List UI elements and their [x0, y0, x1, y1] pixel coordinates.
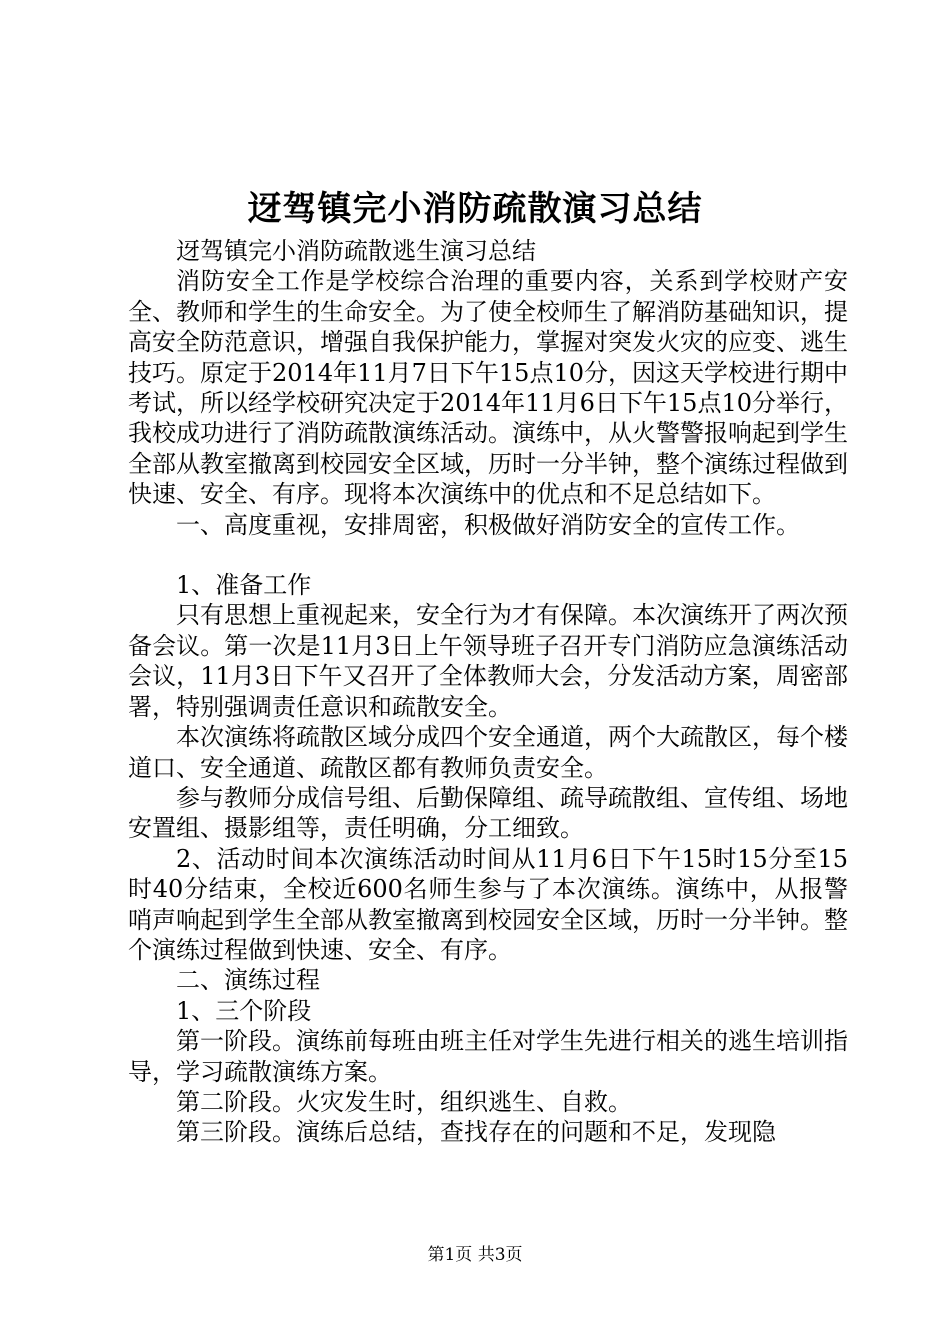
paragraph-intro: 消防安全工作是学校综合治理的重要内容，关系到学校财产安全、教师和学生的生命安全。为了使全校师生了解消防基础知识，提高安全防范意识，增强自我保护能力，掌握对突发火灾的应变、逃生技巧。原定于2014年11月7日下午15点10分，因这天学校进行期中考试，所以经学校研究决定于2014年11月6日下午15点10分举行，我校成功进行了消防疏散演练活动。演练中，从火警警报响起到学生全部从教室撤离到校园安全区域，历时一分半钟，整个演练过程做到快速、安全、有序。现将本次演练中的优点和不足总结如下。 [128, 267, 848, 509]
paragraph-teacher-groups: 参与教师分成信号组、后勤保障组、疏导疏散组、宣传组、场地安置组、摄影组等，责任明确，分工细致。 [128, 783, 848, 843]
page-number: 第1页 共3页 [427, 1245, 523, 1265]
paragraph-evacuation-areas: 本次演练将疏散区域分成四个安全通道，两个大疏散区，每个楼道口、安全通道、疏散区都有教师负责安全。 [128, 723, 848, 782]
paragraph-stage-2: 第二阶段。火灾发生时，组织逃生、自救。 [176, 1087, 632, 1116]
paragraph-subtitle: 迓驾镇完小消防疏散逃生演习总结 [176, 237, 536, 265]
paragraph-preparation: 只有思想上重视起来，安全行为才有保障。本次演练开了两次预备会议。第一次是11月3日上午领导班子召开专门消防应急演练活动会议，11月3日下午又召开了全体教师大会，分发活动方案，周密部署，特别强调责任意识和疏散安全。 [128, 601, 848, 721]
document-body [128, 236, 848, 1148]
heading-section-1: 一、高度重视，安排周密，积极做好消防安全的宣传工作。 [176, 510, 800, 539]
heading-preparation: 1、准备工作 [176, 571, 312, 600]
heading-section-2: 二、演练过程 [176, 966, 320, 995]
paragraph-activity-time: 2、活动时间本次演练活动时间从11月6日下午15时15分至15时40分结束，全校近600名师生参与了本次演练。演练中，从报警哨声响起到学生全部从教室撤离到校园安全区域，历时一分半钟。整个演练过程做到快速、安全、有序。 [128, 844, 848, 964]
heading-three-stages: 1、三个阶段 [176, 996, 312, 1025]
page-title: 迓驾镇完小消防疏散演习总结 [247, 189, 703, 229]
paragraph-stage-3: 第三阶段。演练后总结，查找存在的问题和不足，发现隐 [176, 1118, 776, 1147]
paragraph-stage-1: 第一阶段。演练前每班由班主任对学生先进行相关的逃生培训指导，学习疏散演练方案。 [128, 1027, 848, 1086]
